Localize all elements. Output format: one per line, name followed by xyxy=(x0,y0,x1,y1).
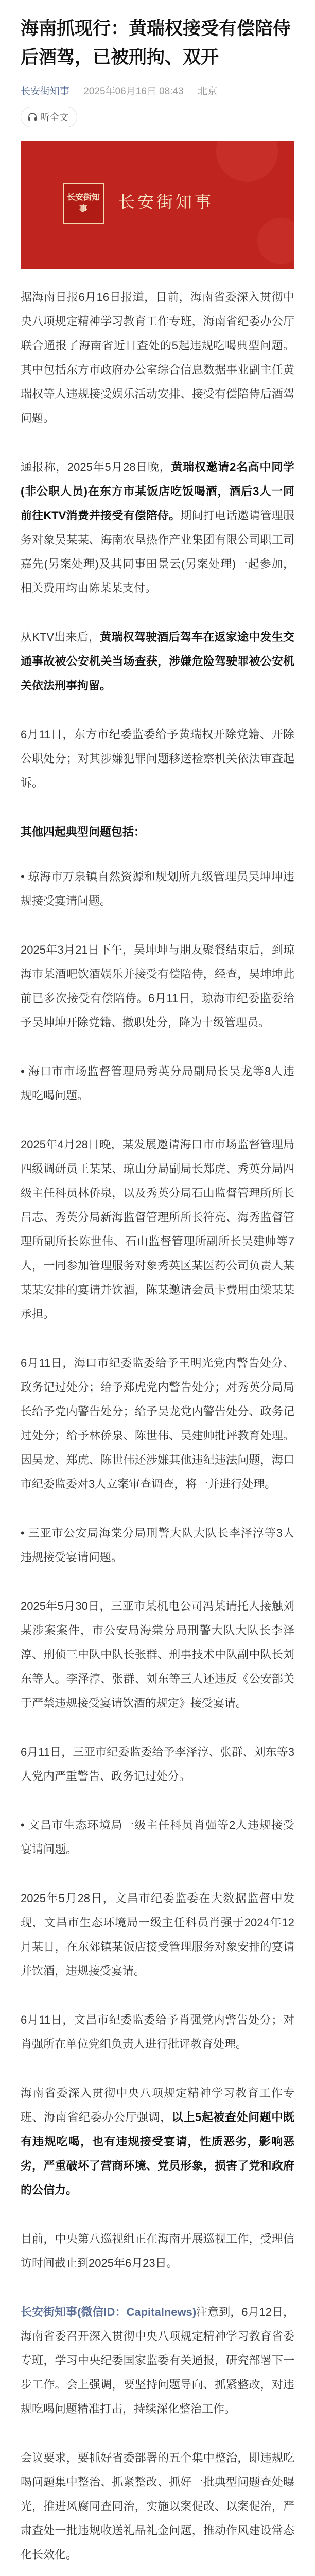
banner-text: 长安街知事 xyxy=(118,192,214,212)
bold-text: 黄瑞权邀请2名高中同学(非公职人员)在东方市某饭店吃饭喝酒，酒后3人一同前往KTV消费并接受有偿陪侍。 xyxy=(21,461,294,522)
paragraph: 6月11日，东方市纪委监委给予黄瑞权开除党籍、开除公职处分；对其涉嫌犯罪问题移送检察机关依法审查起诉。 xyxy=(21,728,294,789)
paragraph: 据海南日报6月16日报道，目前，海南省委深入贯彻中央八项规定精神学习教育工作专班，海南省纪委办公厅联合通报了海南省近日查处的5起违规吃喝典型问题。其中包括东方市政府办公室综合信息数据事业副主任黄瑞权等人违规接受娱乐活动安排、接受有偿陪侍后酒驾问题。 xyxy=(21,291,294,425)
header-banner-image xyxy=(21,141,294,269)
source-account-link[interactable]: 长安街知事 xyxy=(21,86,70,97)
text-run: 海南省委深入贯彻中央八项规定精神学习教育工作专班、海南省纪委办公厅强调， xyxy=(21,2087,294,2124)
text-run: 注意到，6月12日，海南省委召开深入贯彻中央八项规定精神学习教育省委专班，学习中央纪委国家监委有关通报，研究部署下一步工作。会上强调，要坚持问题导向、抓紧整改，对违规吃喝问题精准打击，持续深化整治工作。 xyxy=(21,2306,294,2415)
paragraph: 2025年3月21日下午，吴坤坤与朋友聚餐结束后，到琼海市某酒吧饮酒娱乐并接受有偿陪侍，经查，吴坤坤此前已多次接受有偿陪侍。6月11日，琼海市纪委监委给予吴坤坤开除党籍、撤职处分，降为十级管理员。 xyxy=(21,943,294,1029)
banner-decoration xyxy=(216,141,278,182)
paragraph xyxy=(21,625,294,698)
article-title: 海南抓现行：黄瑞权接受有偿陪侍后酒驾，已被刑拘、双开 xyxy=(21,19,291,67)
paragraph: 目前，中央第八巡视组正在海南开展巡视工作，受理信访时间截止到2025年6月23日。 xyxy=(21,2232,294,2269)
paragraph: 会议要求，要抓好省委部署的五个集中整治，即违规吃喝问题集中整治、抓紧整改、抓好一批典型问题查处曝光，推进风腐同查同治，实施以案促改、以案促治，严肃查处一批违规收送礼品礼金问题，推动作风建设常态化长效化。 xyxy=(21,2451,294,2561)
bold-text: 以上5起被查处问题中既有违规吃喝，也有违规接受宴请，性质恶劣，影响恶劣，严重破坏了营商环境、党员形象，损害了党和政府的公信力。 xyxy=(21,2111,294,2196)
paragraph: 6月11日，文昌市纪委监委给予肖强党内警告处分；对肖强所在单位党组负责人进行批评教育处理。 xyxy=(21,2013,294,2050)
case-heading: • 海口市市场监督管理局秀英分局副局长吴龙等8人违规吃喝问题。 xyxy=(21,1065,294,1102)
headphones-icon xyxy=(27,112,38,122)
paragraph: 6月11日，三亚市纪委监委给予李泽淳、张群、刘东等3人党内严重警告、政务记过处分。 xyxy=(21,1745,294,1783)
bold-text: 黄瑞权驾驶酒后驾车在返家途中发生交通事故被公安机关当场查获，涉嫌危险驾驶罪被公安机关依法刑事拘留。 xyxy=(21,631,294,692)
case-heading: • 三亚市公安局海棠分局刑警大队大队长李泽淳等3人违规接受宴请问题。 xyxy=(21,1527,294,1564)
listen-label: 听全文 xyxy=(41,112,68,123)
paragraph xyxy=(21,2300,294,2421)
paragraph: 2025年4月28日晚，某发展邀请海口市市场监督管理局四级调研员王某某、琼山分局副局长郑虎、秀英分局四级主任科员林侨泉，以及秀英分局石山监督管理所所长吕志、秀英分局新海监督管理所所长符亮、海秀监督管理所副所长陈世伟、石山监督管理所副所长吴建帅等7人，一同参加管理服务对象秀英区某医药公司负责人某某某安排的宴请并饮酒，陈某邀请会员卡费用由梁某某承担。 xyxy=(21,1138,294,1320)
listen-button[interactable] xyxy=(21,107,77,127)
text-run: 从KTV出来后， xyxy=(21,631,100,643)
article-meta xyxy=(21,83,294,97)
banner-decoration xyxy=(257,218,294,264)
text-run: 通报称，2025年5月28日晚， xyxy=(21,461,171,473)
publish-location: 北京 xyxy=(197,86,217,97)
section-heading: 其他四起典型问题包括： xyxy=(21,825,146,838)
article-header xyxy=(0,0,315,127)
paragraph xyxy=(21,2081,294,2202)
banner-logo: 长安街知事 xyxy=(63,183,104,224)
article-body xyxy=(0,269,315,2576)
case-heading: • 琼海市万泉镇自然资源和规划所九级管理员吴坤坤违规接受宴请问题。 xyxy=(21,870,294,907)
paragraph: 2025年5月28日，文昌市纪委监委在大数据监督中发现，文昌市生态环境局一级主任科员肖强于2024年12月某日，在东郊镇某饭店接受管理服务对象安排的宴请并饮酒，违规接受宴请。 xyxy=(21,1892,294,1977)
account-mention-link[interactable]: 长安街知事(微信ID：Capitalnews) xyxy=(21,2306,197,2318)
case-heading: • 文昌市生态环境局一级主任科员肖强等2人违规接受宴请问题。 xyxy=(21,1819,294,1856)
publish-date: 2025年06月16日 08:43 xyxy=(83,86,184,97)
paragraph xyxy=(21,455,294,600)
paragraph: 6月11日，海口市纪委监委给予王明光党内警告处分、政务记过处分；给予郑虎党内警告处分；对秀英分局局长给予党内警告处分；给予吴龙党内警告处分、政务记过处分；给予林侨泉、陈世伟、吴建帅批评教育处理。因吴龙、郑虎、陈世伟还涉嫌其他违纪违法问题，海口市纪委监委对3人立案审查调查，将一并进行处理。 xyxy=(21,1357,294,1490)
paragraph: 2025年5月30日，三亚市某机电公司冯某请托人接触刘某涉案案件，市公安局海棠分局刑警大队大队长李泽淳、刑侦三中队中队长张群、刑事技术中队副中队长刘东等人。李泽淳、张群、刘东等三人还违反《公安部关于严禁违规接受宴请饮酒的规定》接受宴请。 xyxy=(21,1600,294,1709)
text-run: 期间打电话邀请管理服务对象吴某某、海南农垦热作产业集团有限公司职工司嘉先(另案处理)及其同事田景云(另案处理)一起参加，相关费用均由陈某某支付。 xyxy=(21,509,294,595)
